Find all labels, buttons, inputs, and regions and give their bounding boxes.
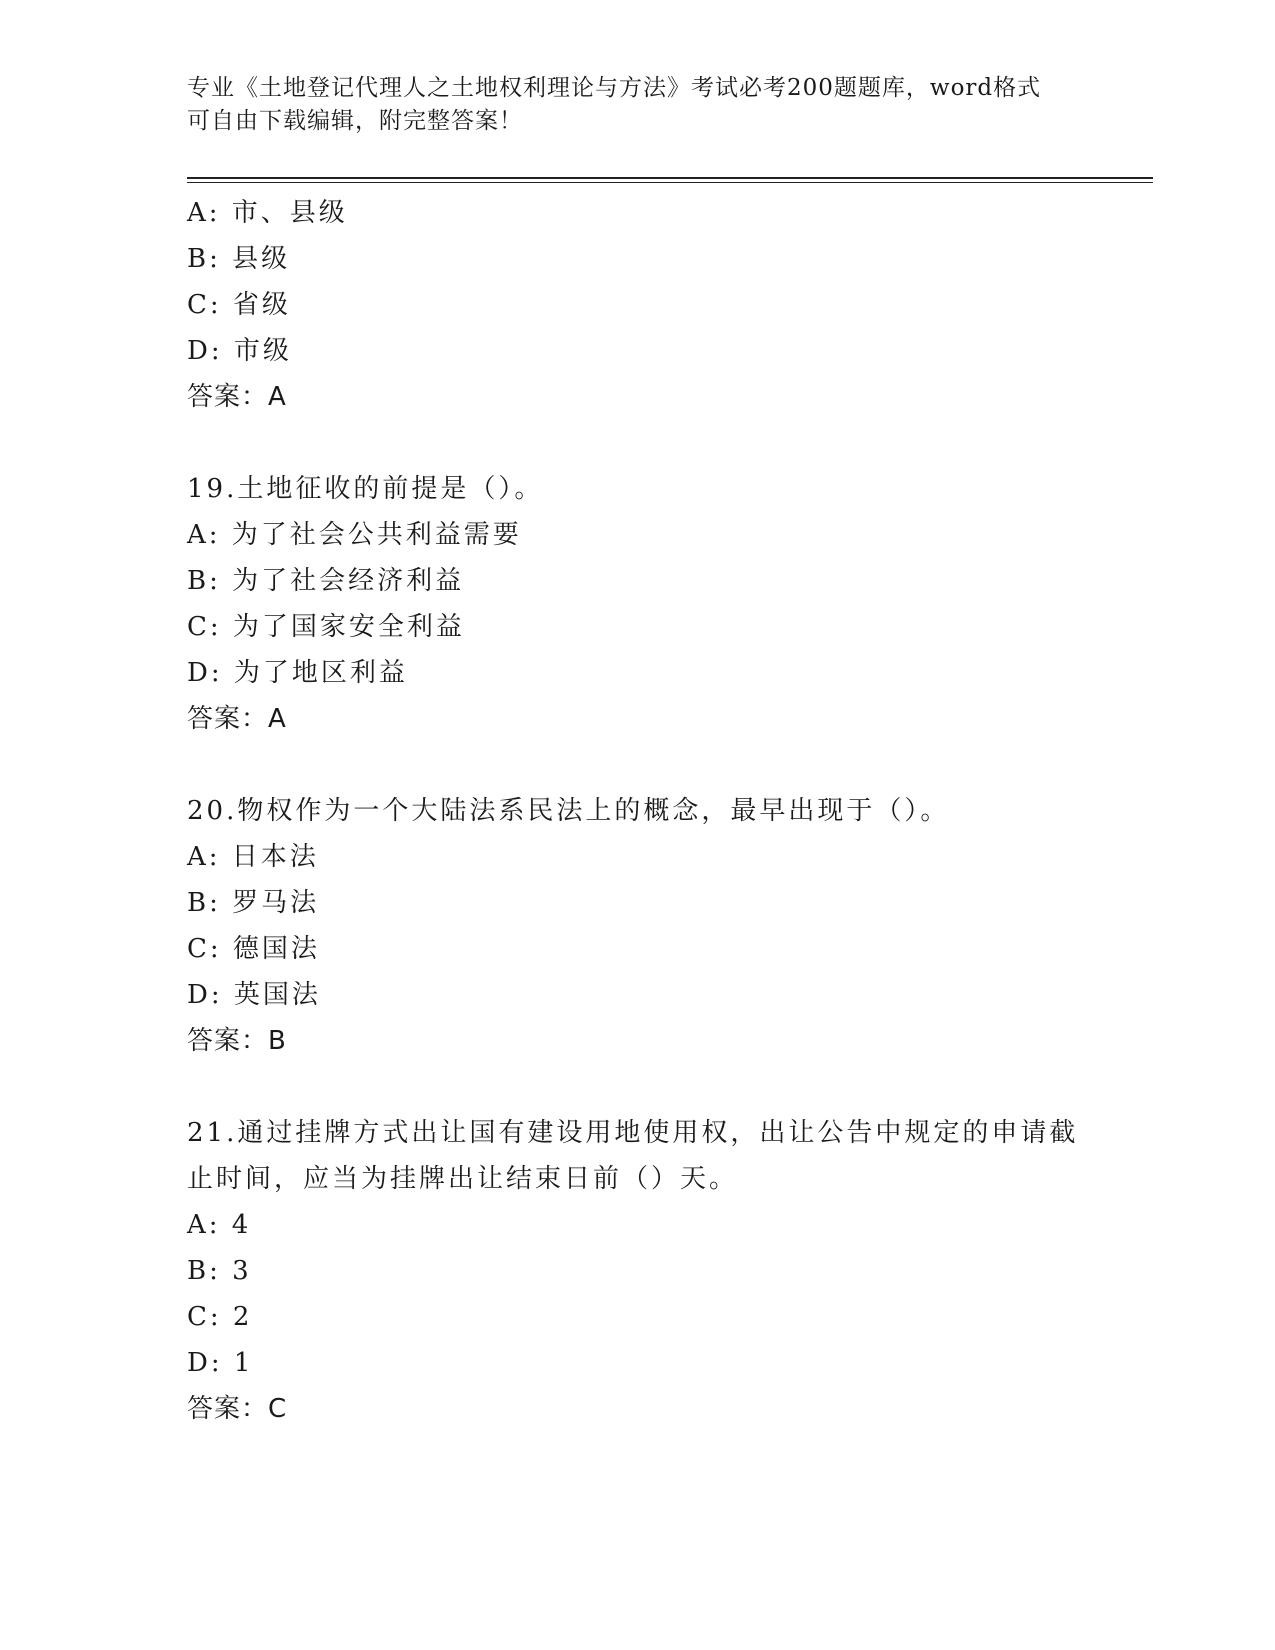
option-b: B: 县级 <box>187 244 291 274</box>
question-20 <box>187 788 1087 1064</box>
question-stem: 19.土地征收的前提是（）。 <box>187 474 544 504</box>
option-b: B: 罗马法 <box>187 888 320 918</box>
option-c: C: 省级 <box>187 290 291 320</box>
header-line-2: 可自由下载编辑，附完整答案！ <box>187 108 523 134</box>
option-c: C: 2 <box>187 1302 253 1332</box>
option-c: C: 德国法 <box>187 934 320 964</box>
option-d: D: 英国法 <box>187 980 321 1010</box>
option-d: D: 市级 <box>187 336 292 366</box>
header-rule-top <box>187 177 1153 179</box>
answer: 答案：C <box>187 1394 288 1424</box>
question-list <box>187 190 1087 1432</box>
question-21 <box>187 1110 1087 1432</box>
answer: 答案：B <box>187 1026 287 1056</box>
question-stem: 20.物权作为一个大陆法系民法上的概念，最早出现于（）。 <box>187 796 950 826</box>
header-rule-bottom <box>187 182 1153 183</box>
answer: 答案：A <box>187 382 287 412</box>
option-b: B: 为了社会经济利益 <box>187 566 465 596</box>
option-a: A: 4 <box>187 1210 252 1240</box>
question-stem-line-2: 止时间，应当为挂牌出让结束日前（）天。 <box>187 1164 739 1194</box>
option-b: B: 3 <box>187 1256 252 1286</box>
spacer <box>187 420 1087 466</box>
header-line-1: 专业《土地登记代理人之土地权利理论与方法》考试必考200题题库，word格式 <box>187 75 1042 101</box>
option-a: A: 市、县级 <box>187 198 348 228</box>
answer: 答案：A <box>187 704 287 734</box>
spacer <box>187 1064 1087 1110</box>
question-18 <box>187 190 1087 420</box>
option-d: D: 1 <box>187 1348 254 1378</box>
document-header <box>187 72 1067 138</box>
question-19 <box>187 466 1087 742</box>
spacer <box>187 742 1087 788</box>
option-a: A: 日本法 <box>187 842 319 872</box>
option-d: D: 为了地区利益 <box>187 658 408 688</box>
option-a: A: 为了社会公共利益需要 <box>187 520 522 550</box>
question-stem-line-1: 21.通过挂牌方式出让国有建设用地使用权，出让公告中规定的申请截 <box>187 1118 1079 1148</box>
option-c: C: 为了国家安全利益 <box>187 612 465 642</box>
